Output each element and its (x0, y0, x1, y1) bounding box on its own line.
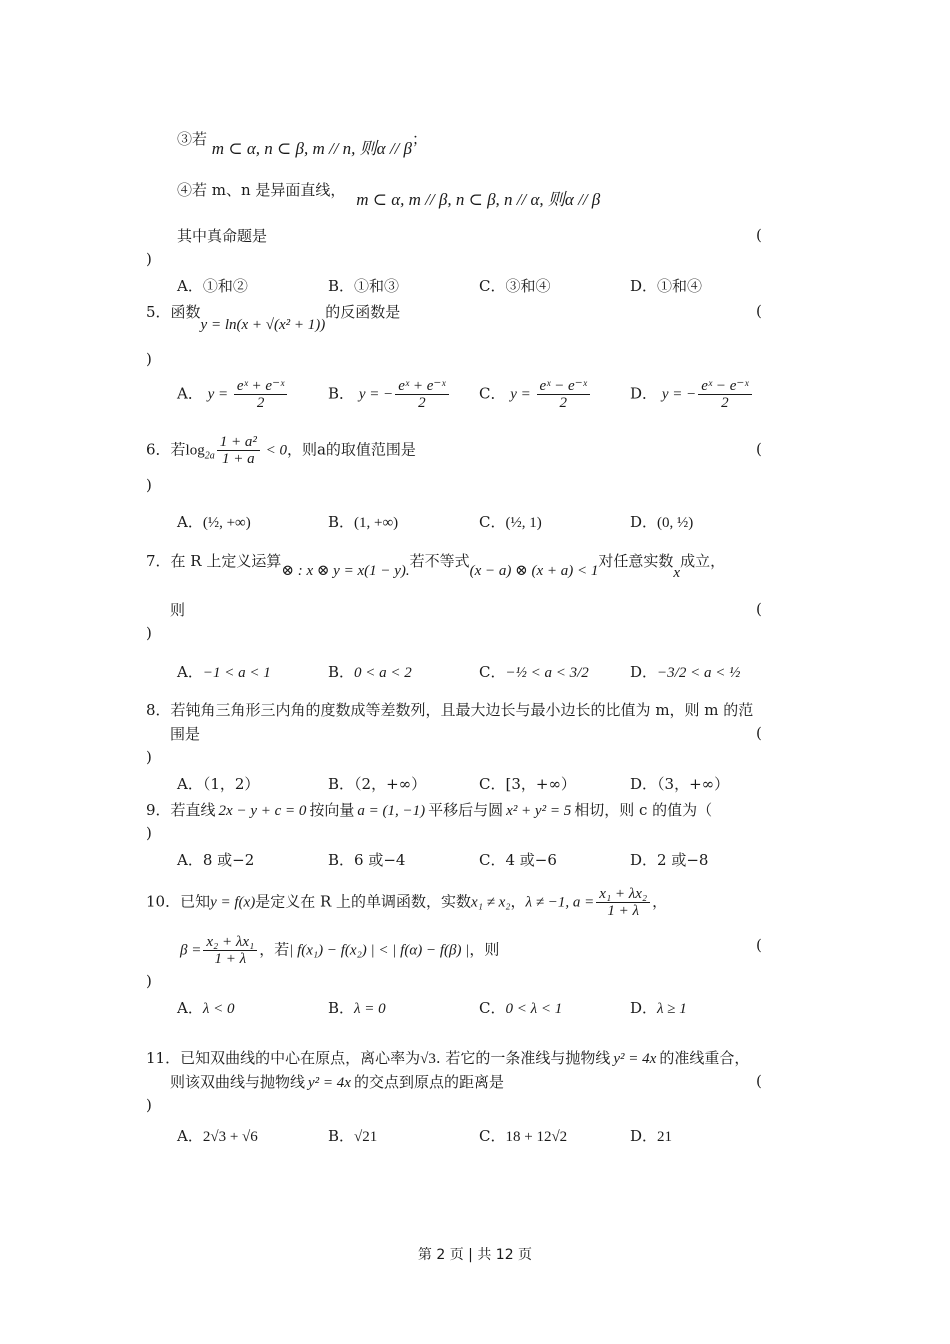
q5-option-b-pre: y = − (358, 386, 394, 403)
q11-option-b (328, 1126, 377, 1147)
q11-answer-open: ( (756, 1072, 762, 1090)
q11-option-d (630, 1126, 672, 1147)
q11-eccentricity: √3 (420, 1051, 436, 1067)
q9-option-d: D．2 或−8 (630, 851, 709, 869)
q11-answer-close: ) (146, 1096, 152, 1114)
q11-stem-line1 (146, 1048, 749, 1069)
q9-vector: a = (1, −1) (357, 803, 426, 819)
q7-stem-line1 (146, 551, 726, 581)
proposition-4-math: m ⊂ α, m // β, n ⊂ β, n // α, 则α // β (356, 190, 601, 209)
proposition-4 (177, 180, 601, 209)
q10-reals: x₁ ≠ x₂ (471, 894, 511, 911)
q7-option-a-value: −1 < a < 1 (202, 665, 271, 681)
q5-option-c-pre: y = (510, 386, 535, 403)
q9-answer-close: ) (146, 824, 152, 842)
q9-stem (146, 800, 712, 821)
q7-option-b (328, 662, 412, 683)
q9-option-b: B．6 或−4 (328, 851, 406, 869)
q11-text-a: 11．已知双曲线的中心在原点，离心率为 (146, 1049, 421, 1067)
q6-option-d (630, 512, 693, 533)
q5-number: 5．函数 (146, 303, 201, 321)
q6-answer-open: ( (756, 440, 762, 458)
q11-text-e: 的交点到原点的距离是 (353, 1073, 504, 1091)
q7-option-a-label: A． (177, 663, 203, 681)
q7-variable: x (673, 565, 681, 581)
q6-option-c (479, 512, 542, 533)
q10-option-d-label: D． (630, 999, 658, 1017)
q11-option-a-value: 2√3 + √6 (202, 1129, 258, 1145)
q5-option-c (479, 378, 592, 411)
q9-option-c: C．4 或−6 (479, 851, 557, 869)
q5-option-a-num: eˣ + e⁻ˣ (234, 378, 287, 395)
q7-option-a (177, 662, 271, 683)
q6-option-c-value: (½, 1) (505, 515, 542, 531)
q10-option-c-label: C． (479, 999, 506, 1017)
q6-log: log (185, 442, 205, 459)
q7-option-b-label: B． (328, 663, 355, 681)
proposition-3-label: ③若 (177, 130, 208, 148)
q6-log-base: 2a (204, 450, 215, 462)
proposition-3-suffix: ； (412, 130, 428, 148)
q10-alpha-den: 1 + λ (607, 903, 640, 919)
proposition-4-label: ④若 m、n 是异面直线， (177, 181, 346, 199)
q5-option-a-label: A． (177, 384, 203, 403)
q5-option-b-frac (395, 378, 448, 411)
q5-option-d (630, 378, 754, 411)
q10-alpha-frac (596, 886, 650, 919)
q6-option-a-label: A． (177, 513, 203, 531)
q10-option-c (479, 998, 562, 1019)
q8-stem-line1: 8．若钝角三角形三内角的度数成等差数列，且最大边长与最小边长的比值为 m，则 m 的范 (146, 701, 754, 719)
q5-option-d-frac (698, 378, 751, 411)
q7-operation: ⊗ : x ⊗ y = x(1 − y). (281, 563, 410, 579)
q10-beta-num: x₂ + λx₁ (203, 934, 257, 951)
q9-text-a: 9．若直线 (146, 801, 216, 819)
q5-option-b-den: 2 (418, 395, 426, 411)
q5-option-a-pre: y = (207, 386, 232, 403)
q10-alpha-num: x₁ + λx₂ (596, 886, 650, 903)
q5-option-c-num: eˣ − e⁻ˣ (537, 378, 590, 395)
q10-beta: β = (180, 942, 202, 959)
q5-option-c-label: C． (479, 384, 506, 403)
q4-option-a: A．①和② (177, 277, 248, 295)
q4-answer-close: ) (146, 250, 152, 268)
q5-option-a (177, 378, 289, 411)
q11-stem-line2 (170, 1072, 504, 1093)
q7-option-d (630, 662, 740, 683)
q7-text-a: 7．在 R 上定义运算 (146, 552, 282, 570)
q5-option-b-label: B． (328, 384, 355, 403)
q4-stem: 其中真命题是 (177, 227, 268, 245)
q7-option-d-value: −3/2 < a < ½ (657, 665, 741, 681)
proposition-3-math: m ⊂ α, n ⊂ β, m // n, 则α // β (211, 139, 413, 158)
q10-beta-den: 1 + λ (214, 951, 247, 967)
q10-text-c: ， (510, 892, 526, 911)
q4-option-c: C．③和④ (479, 277, 551, 295)
q11-text-b: . 若它的一条准线与抛物线 (435, 1049, 611, 1067)
q6-option-b-value: (1, +∞) (354, 515, 399, 531)
q6-suffix: ，则a的取值范围是 (286, 440, 416, 459)
q4-option-b: B．①和③ (328, 277, 400, 295)
q9-option-a: A．8 或−2 (177, 851, 255, 869)
q4-option-d: D．①和④ (630, 277, 703, 295)
q6-inequality: < 0 (261, 442, 287, 459)
q6-option-a (177, 512, 251, 533)
q5-suffix: 的反函数是 (325, 303, 401, 321)
q10-text-e: ，若 (259, 940, 290, 959)
q10-text-a: 10．已知 (146, 892, 211, 911)
q6-fraction-den: 1 + a (221, 451, 255, 467)
q10-option-a (177, 998, 234, 1019)
q5-option-d-label: D． (630, 384, 658, 403)
q7-answer-open: ( (756, 600, 762, 618)
q5-function: y = ln(x + √(x² + 1)) (200, 317, 326, 333)
q10-answer-close: ) (146, 972, 152, 990)
q10-option-b-value: λ = 0 (354, 1001, 386, 1017)
q5-option-d-pre: y = − (661, 386, 697, 403)
q10-option-d (630, 998, 687, 1019)
q7-text-d: 成立， (680, 552, 726, 570)
q11-option-d-label: D． (630, 1127, 658, 1145)
q10-option-c-value: 0 < λ < 1 (505, 1001, 563, 1017)
q11-parabola: y² = 4x (613, 1051, 657, 1067)
q11-option-a-label: A． (177, 1127, 203, 1145)
q8-option-c: C．[3，+∞） (479, 775, 576, 793)
q10-stem-line2 (180, 934, 499, 967)
q6-option-a-value: (½, +∞) (202, 515, 251, 531)
q6-fraction (217, 434, 260, 467)
q6-stem (146, 434, 416, 467)
q11-option-a (177, 1126, 258, 1147)
q10-option-d-value: λ ≥ 1 (657, 1001, 687, 1017)
q10-condition: | f(x₁) − f(x₂) | < | f(α) − f(β) | (289, 942, 470, 959)
q8-option-a: A．（1，2） (177, 775, 260, 793)
q11-parabola-2: y² = 4x (308, 1075, 351, 1091)
q11-option-d-value: 21 (657, 1129, 673, 1145)
q11-option-c-value: 18 + 12√2 (505, 1129, 568, 1145)
q7-inequality: (x − a) ⊗ (x + a) < 1 (469, 563, 599, 579)
q8-answer-close: ) (146, 748, 152, 766)
q5-option-c-frac (537, 378, 590, 411)
q7-text-c: 对任意实数 (598, 552, 674, 570)
q6-option-d-value: (0, ½) (657, 515, 694, 531)
q6-number: 6．若 (146, 440, 186, 459)
q6-option-b (328, 512, 398, 533)
q10-option-b (328, 998, 386, 1019)
q7-answer-close: ) (146, 624, 152, 642)
q8-option-b: B．（2，+∞） (328, 775, 427, 793)
proposition-3 (177, 129, 428, 158)
q9-text-c: 平移后与圆 (428, 801, 504, 819)
q10-beta-frac (203, 934, 257, 967)
q5-option-b (328, 378, 451, 411)
q5-option-a-frac (234, 378, 287, 411)
q5-stem (146, 302, 401, 333)
q10-lambda: λ ≠ −1, a = (525, 894, 595, 911)
q7-option-c-value: −½ < a < 3/2 (505, 665, 589, 681)
q5-answer-open: ( (756, 302, 762, 320)
q6-option-c-label: C． (479, 513, 506, 531)
q11-text-c: 的准线重合， (659, 1049, 750, 1067)
q8-answer-open: ( (756, 724, 762, 742)
q11-option-c-label: C． (479, 1127, 506, 1145)
q11-option-b-value: √21 (354, 1129, 378, 1145)
q5-option-b-num: eˣ + e⁻ˣ (395, 378, 448, 395)
q4-answer-open: ( (756, 226, 762, 244)
q6-option-d-label: D． (630, 513, 658, 531)
q7-option-c (479, 662, 589, 683)
q6-answer-close: ) (146, 476, 152, 494)
q11-text-d: 则该双曲线与抛物线 (170, 1073, 306, 1091)
q5-answer-close: ) (146, 350, 152, 368)
q7-option-c-label: C． (479, 663, 506, 681)
q9-line: 2x − y + c = 0 (218, 803, 307, 819)
q8-stem-line2: 围是 (170, 725, 201, 743)
q7-stem-line2: 则 (170, 601, 186, 619)
q10-text-g: ，则 (469, 940, 500, 959)
q10-option-a-value: λ < 0 (202, 1001, 235, 1017)
q6-fraction-num: 1 + a² (217, 434, 260, 451)
q9-text-d: 相切，则 c 的值为（ (574, 801, 713, 819)
q7-option-b-value: 0 < a < 2 (354, 665, 412, 681)
q10-text-d: ， (652, 892, 668, 911)
q11-option-c (479, 1126, 567, 1147)
q8-option-d: D．（3，+∞） (630, 775, 730, 793)
q5-option-a-den: 2 (256, 395, 265, 411)
q9-text-b: 按向量 (309, 801, 355, 819)
q9-circle: x² + y² = 5 (506, 803, 572, 819)
q5-option-d-den: 2 (721, 395, 729, 411)
q10-text-b: 是定义在 R 上的单调函数，实数 (255, 892, 472, 911)
q7-option-d-label: D． (630, 663, 658, 681)
q10-option-a-label: A． (177, 999, 203, 1017)
q10-answer-open: ( (756, 936, 762, 954)
q10-function: y = f(x) (210, 894, 256, 911)
q10-stem-line1 (146, 886, 667, 919)
q5-option-c-den: 2 (559, 395, 567, 411)
q6-option-b-label: B． (328, 513, 355, 531)
q7-text-b: 若不等式 (409, 552, 470, 570)
q11-option-b-label: B． (328, 1127, 355, 1145)
q5-option-d-num: eˣ − e⁻ˣ (698, 378, 751, 395)
q10-option-b-label: B． (328, 999, 355, 1017)
page-footer: 第 2 页 | 共 12 页 (417, 1247, 533, 1263)
